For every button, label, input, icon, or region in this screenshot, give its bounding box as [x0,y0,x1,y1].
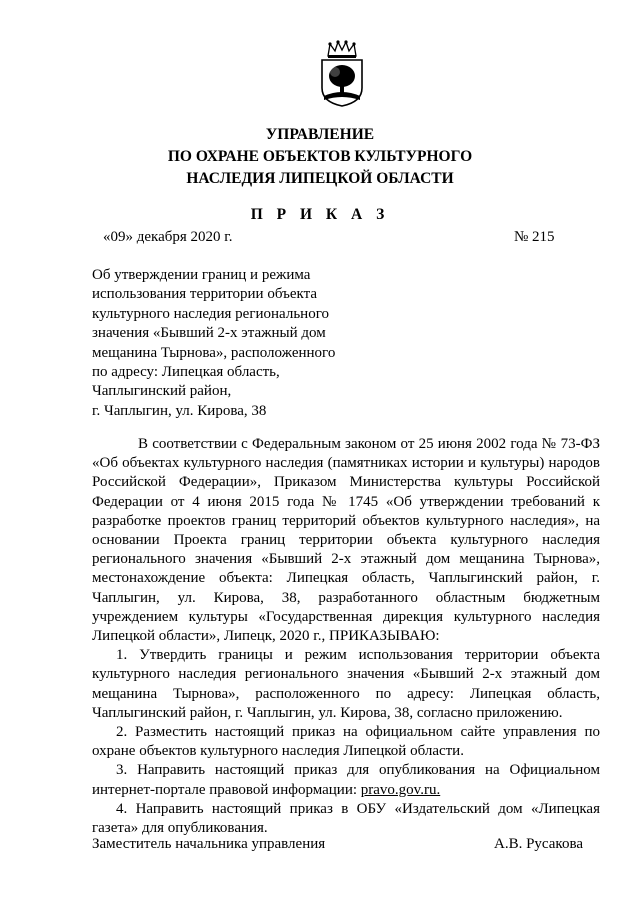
order-date: «09» декабря 2020 г. [103,229,233,245]
order-item-1: 1. Утвердить границы и режим использования территории объекта культурного наследия регионального значения «Бывший 2-х этажный дом мещанина Тырнова», расположенного по адресу: Липецкая область, Чаплыгинский район, г. Чаплыгин, ул. Кирова, 38, согласно приложению. [92,647,600,721]
pravo-link[interactable]: pravo.gov.ru. [360,781,441,798]
coat-of-arms-icon [318,40,366,108]
order-item-3 [92,761,600,799]
organization-name [0,124,640,190]
document-type: П Р И К А З [250,206,390,223]
order-number: № 215 [514,229,555,245]
signatory-title: Заместитель начальника управления [92,836,326,852]
subject-line: значения «Бывший 2-х этажный дом [92,325,326,342]
subject-line: Чаплыгинский район, [92,383,232,400]
order-body [92,435,600,838]
subject-line: культурного наследия регионального [92,305,329,322]
org-line-3: НАСЛЕДИЯ ЛИПЕЦКОЙ ОБЛАСТИ [186,170,454,187]
order-item-3-text: 3. Направить настоящий приказ для опубликования на Официальном интернет-портале правовой информации: [92,762,600,798]
order-item-2: 2. Разместить настоящий приказ на официальном сайте управления по охране объектов культурного наследия Липецкой области. [92,724,600,760]
subject-line: мещанина Тырнова», расположенного [92,344,336,361]
subject-line: г. Чаплыгин, ул. Кирова, 38 [92,402,267,419]
subject-line: Об утверждении границ и режима [92,267,311,283]
signatory-name: А.В. Русакова [494,836,583,852]
preamble-paragraph: В соответствии с Федеральным законом от 25 июня 2002 года № 73-ФЗ «Об объектах культурного наследия (памятниках истории и культуры) народов Российской Федерации», Приказом Министерства культуры Российской Федерации от 4 июня 2015 года № 1745 «Об утверждении требований к разработке проектов границ территорий объектов культурного наследия», на основании Проекта границ территории объекта культурного наследия регионального значения «Бывший 2-х этажный дом мещанина Тырнова», местонахождение объекта: Липецкая область, Чаплыгинский район, г. Чаплыгин, ул. Кирова, 38, разработанного областным бюджетным учреждением культуры «Государственная дирекция культурного наследия Липецкой области», Липецк, 2020 г., ПРИКАЗЫВАЮ: [92,436,600,645]
subject-line: использования территории объекта [92,286,317,303]
order-subject [92,266,352,421]
org-line-2: ПО ОХРАНЕ ОБЪЕКТОВ КУЛЬТУРНОГО [167,148,473,165]
subject-line: по адресу: Липецкая область, [92,364,280,381]
org-line-1: УПРАВЛЕНИЕ [265,126,375,143]
order-item-4: 4. Направить настоящий приказ в ОБУ «Издательский дом «Липецкая газета» для опубликования. [92,800,600,837]
